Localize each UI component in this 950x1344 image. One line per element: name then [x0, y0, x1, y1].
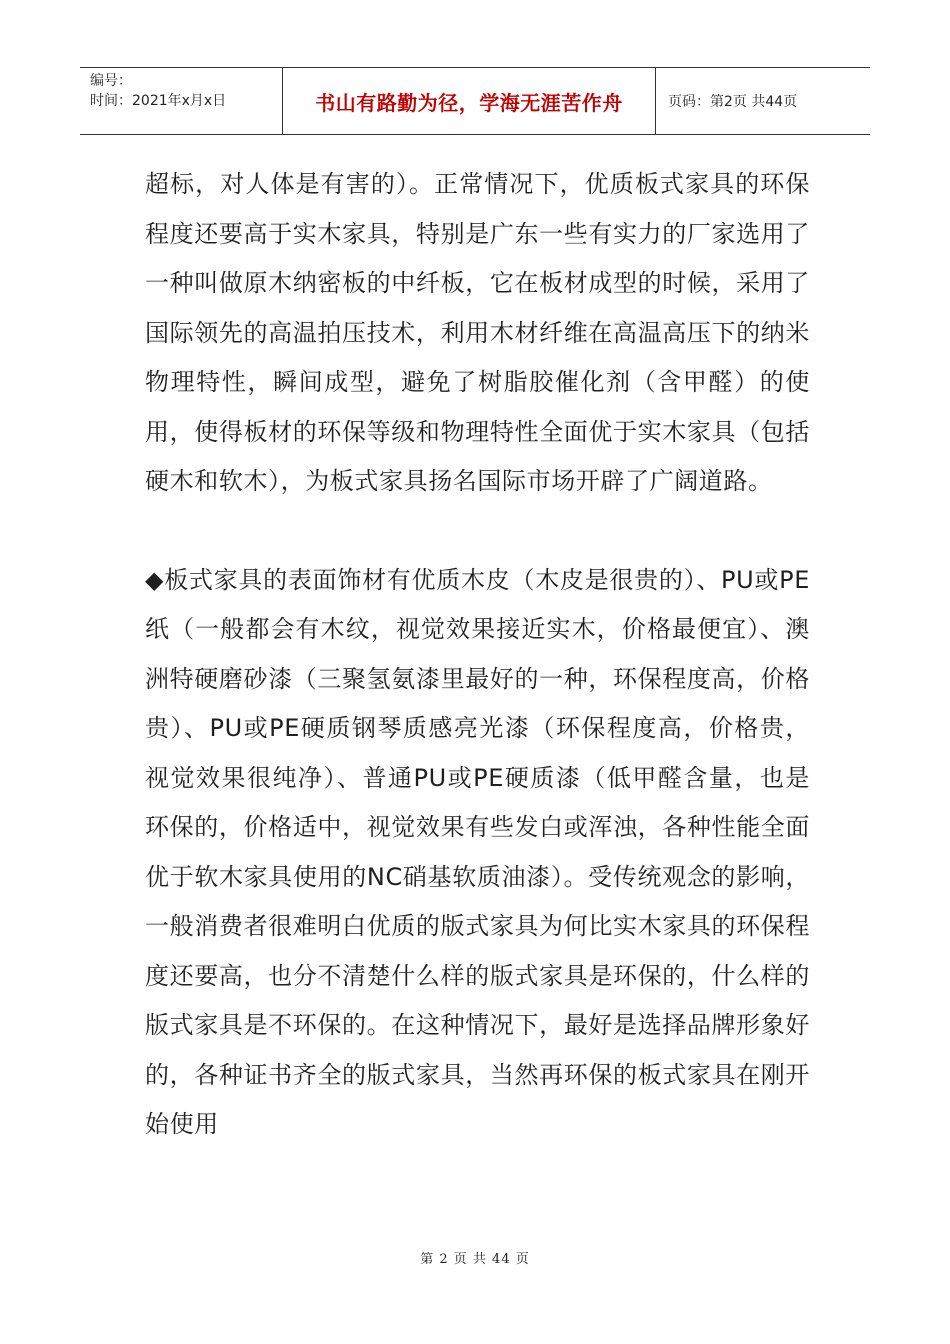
document-body: [145, 160, 810, 1150]
body-paragraph: ◆板式家具的表面饰材有优质木皮（木皮是很贵的）、PU或PE纸（一般都会有木纹，视觉效果接近实木，价格最便宜）、澳洲特硬磨砂漆（三聚氢氨漆里最好的一种，环保程度高，价格贵）、PU或PE硬质钢琴质感亮光漆（环保程度高，价格贵，视觉效果很纯净）、普通PU或PE硬质漆（低甲醛含量，也是环保的，价格适中，视觉效果有些发白或浑浊，各种性能全面优于软木家具使用的NC硝基软质油漆）。受传统观念的影响，一般消费者很难明白优质的版式家具为何比实木家具的环保程度还要高，也分不清楚什么样的版式家具是环保的，什么样的版式家具是不环保的。在这种情况下，最好是选择品牌形象好的，各种证书齐全的版式家具，当然再环保的板式家具在刚开始使用: [145, 565, 810, 1138]
footer-page-number: 第 2 页 共 44 页: [420, 1252, 530, 1267]
document-number-label: 编号：: [90, 73, 132, 89]
motto-text: 书山有路勤为径，学海无涯苦作舟: [315, 90, 623, 115]
header-meta: [80, 68, 282, 134]
paragraph-spacer: [145, 507, 810, 556]
document-time-label: 时间：2021年x月x日: [90, 93, 227, 109]
page-footer: [0, 1248, 950, 1267]
page-info-text: 页码：第2页 共44页: [668, 94, 798, 110]
header-page-info: [656, 68, 870, 134]
header-motto: [282, 68, 656, 134]
document-header: [80, 67, 870, 135]
body-paragraph: 超标，对人体是有害的）。正常情况下，优质板式家具的环保程度还要高于实木家具，特别是广东一些有实力的厂家选用了一种叫做原木纳密板的中纤板，它在板材成型的时候，采用了国际领先的高温拍压技术，利用木材纤维在高温高压下的纳米物理特性，瞬间成型，避免了树脂胶催化剂（含甲醛）的使用，使得板材的环保等级和物理特性全面优于实木家具（包括硬木和软木），为板式家具扬名国际市场开辟了广阔道路。: [145, 170, 810, 495]
